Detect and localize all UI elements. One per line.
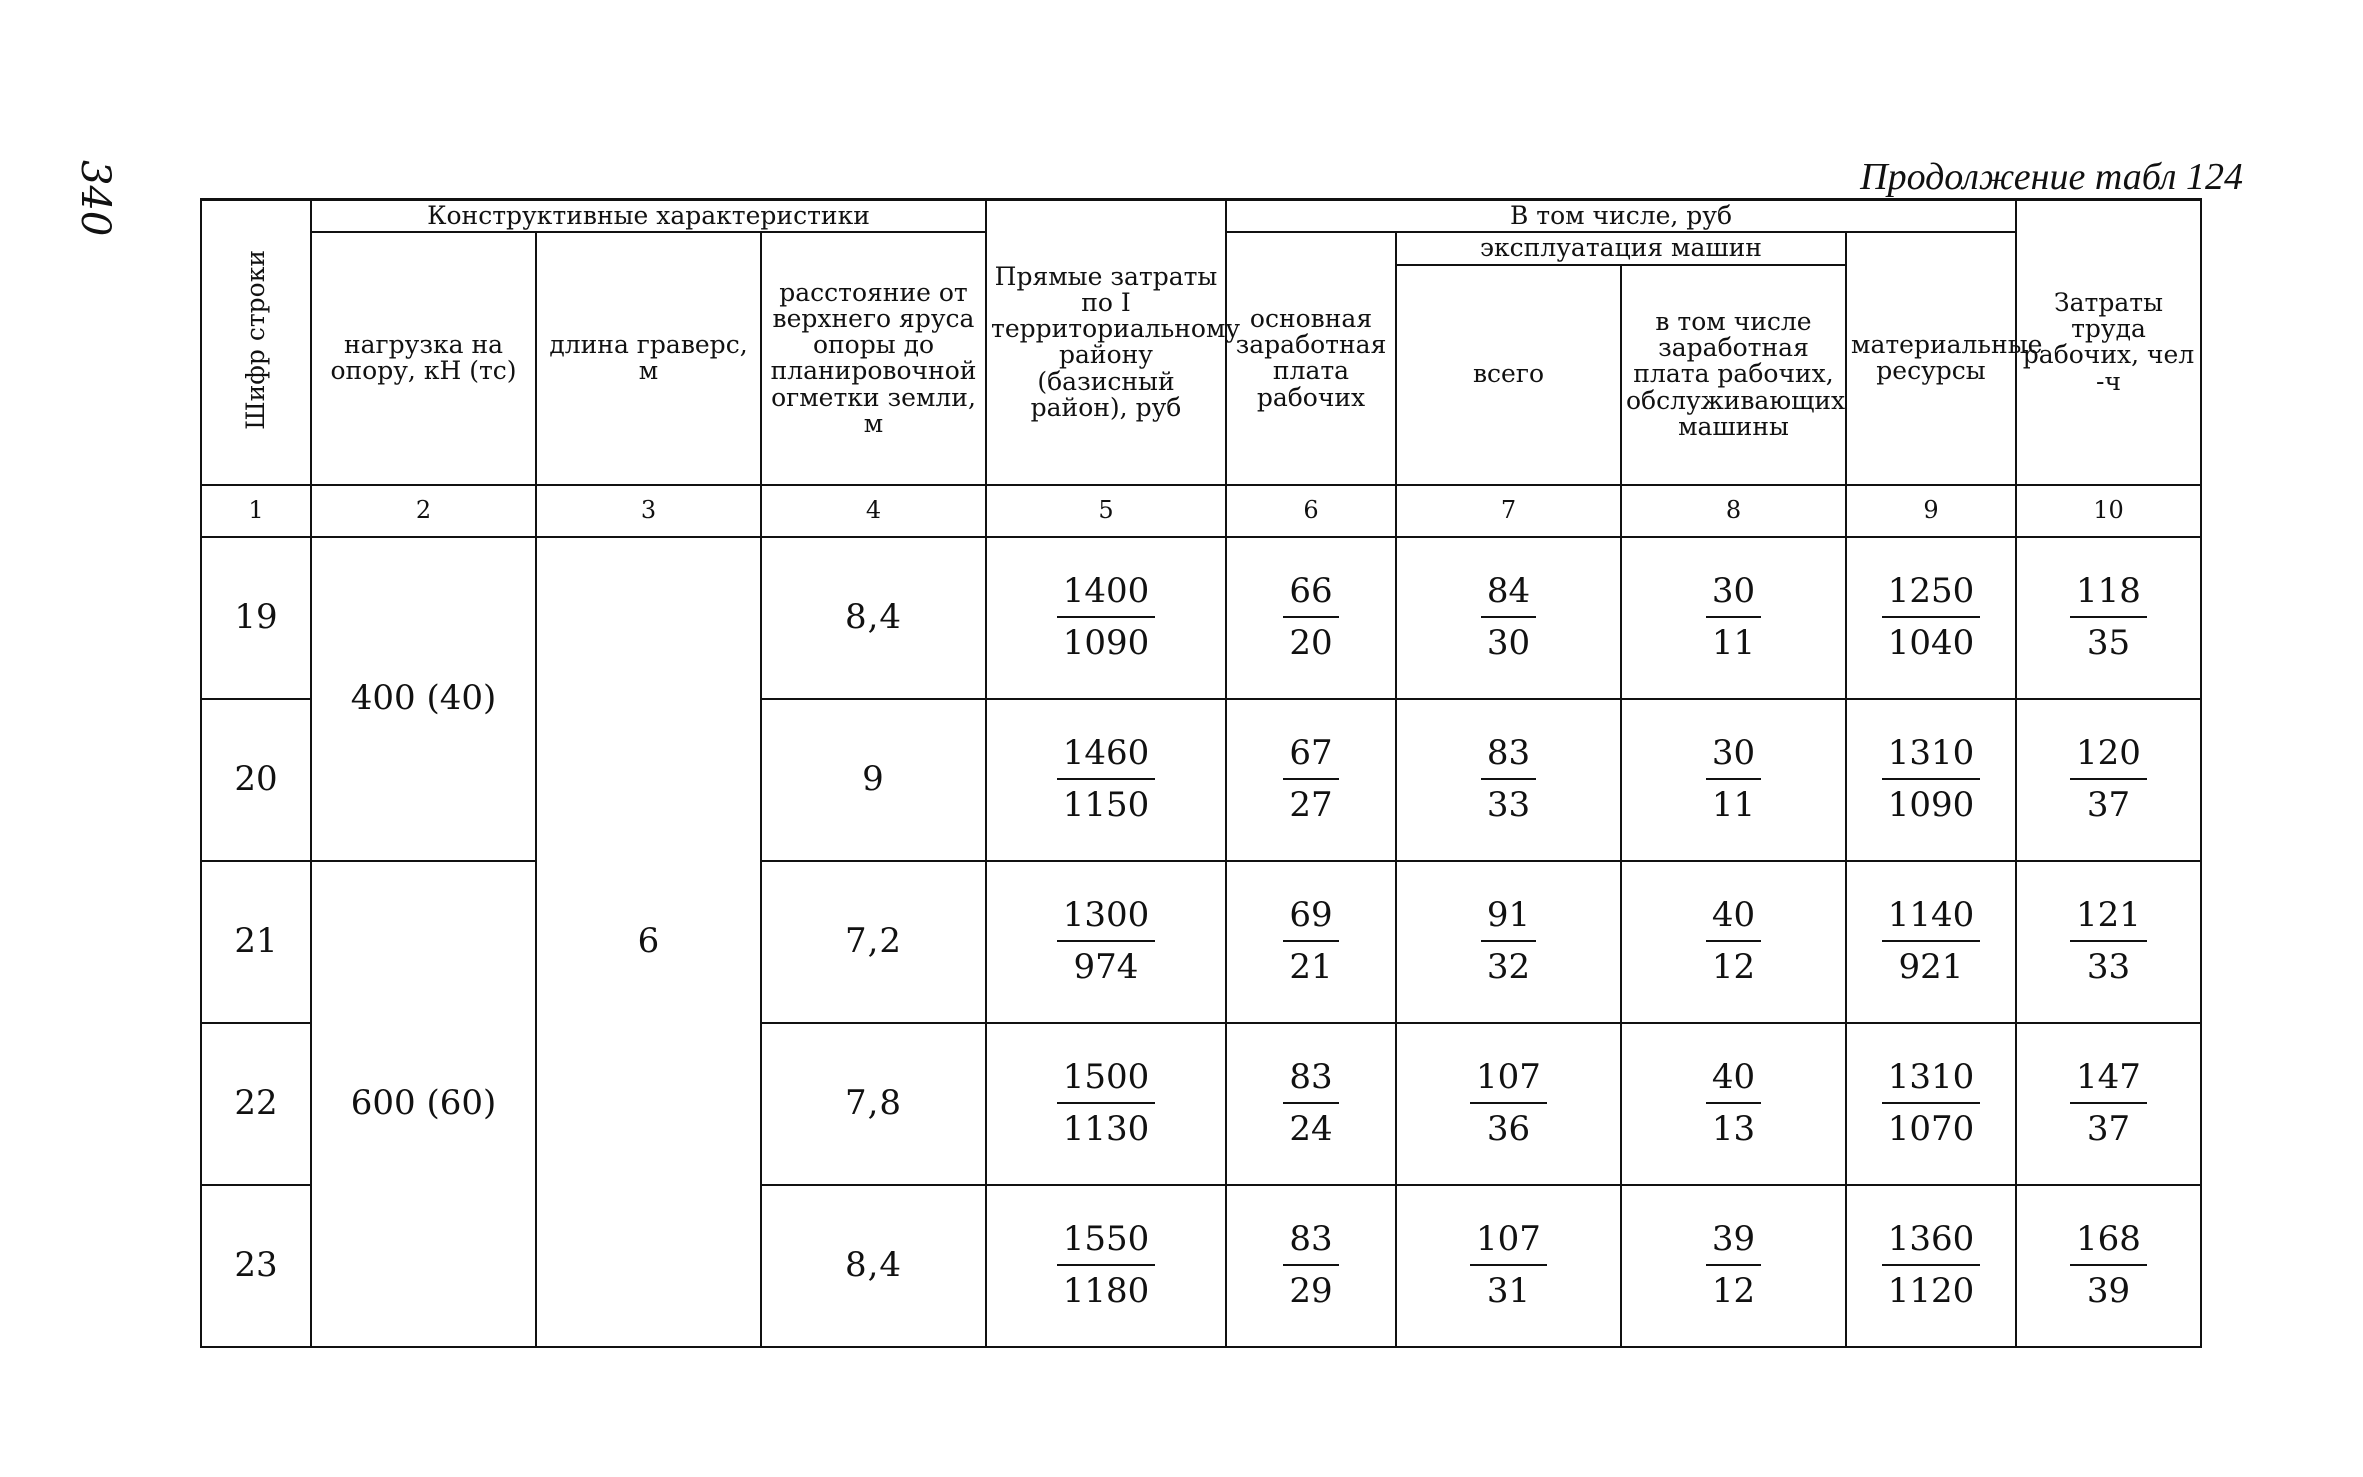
cost-table [200, 198, 2202, 1348]
column-number: 2 [311, 485, 536, 537]
load-cell: 600 (60) [311, 861, 536, 1347]
materials-cell: $\frac{1310}{1090}$ [1846, 699, 2016, 861]
row-code: 23 [201, 1185, 311, 1347]
column-number: 8 [1621, 485, 1846, 537]
header-constructive: Конструктивные характеристики [311, 200, 986, 233]
materials-cell: $\frac{1310}{1070}$ [1846, 1023, 2016, 1185]
column-number: 9 [1846, 485, 2016, 537]
materials-cell: $\frac{1360}{1120}$ [1846, 1185, 2016, 1347]
direct-cost-cell: $\frac{1460}{1150}$ [986, 699, 1226, 861]
table-row [201, 861, 2201, 1023]
distance-cell: 8,4 [761, 537, 986, 699]
distance-cell: 7,8 [761, 1023, 986, 1185]
table-row [201, 537, 2201, 699]
base-wage-cell: $\frac{67}{27}$ [1226, 699, 1396, 861]
distance-cell: 7,2 [761, 861, 986, 1023]
labor-cell: $\frac{120}{37}$ [2016, 699, 2201, 861]
direct-cost-cell: $\frac{1300}{974}$ [986, 861, 1226, 1023]
column-number: 3 [536, 485, 761, 537]
machine-total-cell: $\frac{83}{33}$ [1396, 699, 1621, 861]
header-row-code: Шифр строки [201, 200, 311, 485]
header-total: всего [1396, 265, 1621, 485]
distance-cell: 9 [761, 699, 986, 861]
header-length: длина граверс, м [536, 232, 761, 484]
machine-total-cell: $\frac{84}{30}$ [1396, 537, 1621, 699]
header-base-wage: основная заработная плата рабочих [1226, 232, 1396, 484]
column-number: 5 [986, 485, 1226, 537]
machine-wage-cell: $\frac{30}{11}$ [1621, 537, 1846, 699]
row-code: 21 [201, 861, 311, 1023]
base-wage-cell: $\frac{83}{29}$ [1226, 1185, 1396, 1347]
machine-wage-cell: $\frac{30}{11}$ [1621, 699, 1846, 861]
distance-cell: 8,4 [761, 1185, 986, 1347]
machine-wage-cell: $\frac{40}{13}$ [1621, 1023, 1846, 1185]
machine-wage-cell: $\frac{39}{12}$ [1621, 1185, 1846, 1347]
row-code: 19 [201, 537, 311, 699]
labor-cell: $\frac{168}{39}$ [2016, 1185, 2201, 1347]
column-number: 4 [761, 485, 986, 537]
header-load: нагрузка на опору, кН (тс) [311, 232, 536, 484]
header-including: В том числе, руб [1226, 200, 2016, 233]
header-distance: расстояние от верхнего яруса опоры до планировочной огметки земли, м [761, 232, 986, 484]
machine-total-cell: $\frac{107}{31}$ [1396, 1185, 1621, 1347]
header-materials: материальные ресурсы [1846, 232, 2016, 484]
header-machine-operation: эксплуатация машин [1396, 232, 1846, 264]
materials-cell: $\frac{1250}{1040}$ [1846, 537, 2016, 699]
labor-cell: $\frac{121}{33}$ [2016, 861, 2201, 1023]
length-cell: 6 [536, 537, 761, 1348]
materials-cell: $\frac{1140}{921}$ [1846, 861, 2016, 1023]
header-machine-wage: в том числе заработная плата рабочих, обслуживающих машины [1621, 265, 1846, 485]
table-caption: Продолжение табл 124 [1860, 156, 2243, 198]
column-number: 7 [1396, 485, 1621, 537]
direct-cost-cell: $\frac{1400}{1090}$ [986, 537, 1226, 699]
machine-total-cell: $\frac{91}{32}$ [1396, 861, 1621, 1023]
base-wage-cell: $\frac{66}{20}$ [1226, 537, 1396, 699]
machine-total-cell: $\frac{107}{36}$ [1396, 1023, 1621, 1185]
direct-cost-cell: $\frac{1550}{1180}$ [986, 1185, 1226, 1347]
header-direct-costs: Прямые затраты по I территориальному району (базисный район), руб [986, 200, 1226, 485]
page-number: 340 [72, 160, 118, 237]
row-code: 22 [201, 1023, 311, 1185]
direct-cost-cell: $\frac{1500}{1130}$ [986, 1023, 1226, 1185]
column-number: 10 [2016, 485, 2201, 537]
header-labor: Затраты труда рабочих, чел -ч [2016, 200, 2201, 485]
base-wage-cell: $\frac{83}{24}$ [1226, 1023, 1396, 1185]
labor-cell: $\frac{147}{37}$ [2016, 1023, 2201, 1185]
column-number: 6 [1226, 485, 1396, 537]
column-number: 1 [201, 485, 311, 537]
base-wage-cell: $\frac{69}{21}$ [1226, 861, 1396, 1023]
labor-cell: $\frac{118}{35}$ [2016, 537, 2201, 699]
machine-wage-cell: $\frac{40}{12}$ [1621, 861, 1846, 1023]
load-cell: 400 (40) [311, 537, 536, 861]
row-code: 20 [201, 699, 311, 861]
